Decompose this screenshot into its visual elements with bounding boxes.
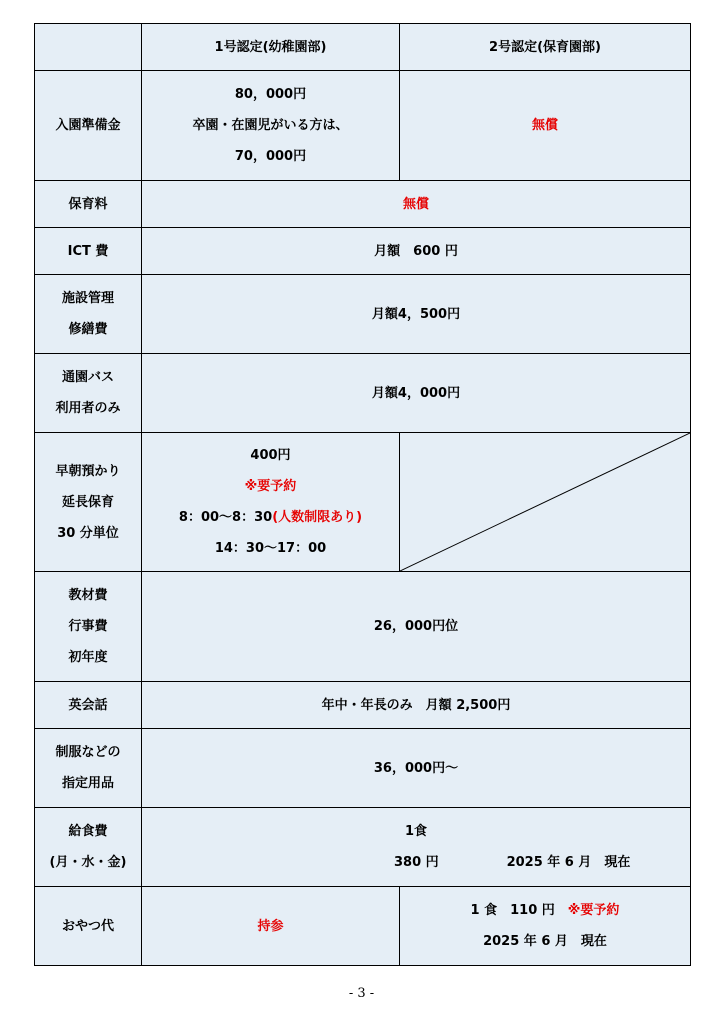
row-extended-care [35, 433, 691, 572]
row-ict-fee [35, 228, 691, 275]
snack-fee-price-line [400, 895, 690, 926]
diagonal-line [400, 433, 690, 571]
extended-care-type1 [142, 433, 400, 572]
header-type1: 1号認定(幼稚園部) [142, 24, 400, 71]
english-fee-value: 年中・年長のみ 月額 2,500円 [142, 682, 691, 729]
snack-fee-price: 1 食 110 円 [470, 903, 555, 918]
label-materials-fee [35, 572, 142, 682]
extended-care-morning [142, 502, 399, 533]
snack-fee-reservation-note: ※要予約 [567, 903, 620, 918]
entrance-fee-type1 [142, 71, 400, 181]
page-number: - 3 - [348, 986, 375, 1001]
row-entrance-fee [35, 71, 691, 181]
label-uniform-fee [35, 729, 142, 808]
label-facility-fee-line1: 施設管理 [61, 291, 114, 306]
label-extended-care-line1: 早朝預かり [55, 463, 121, 479]
lunch-fee-price: 380 円 [394, 855, 439, 870]
row-uniform-fee [35, 729, 691, 808]
label-materials-fee-line2: 行事費 [68, 619, 108, 634]
row-lunch-fee [35, 808, 691, 887]
lunch-fee-unit: 1食 [404, 824, 428, 839]
label-materials-fee-line1: 教材費 [68, 588, 108, 603]
label-entrance-fee: 入園準備金 [35, 71, 142, 181]
label-facility-fee [35, 275, 142, 354]
row-childcare-fee [35, 181, 691, 228]
materials-fee-value: 26，000円位 [142, 572, 691, 682]
row-snack-fee [35, 887, 691, 966]
row-facility-fee [35, 275, 691, 354]
childcare-fee-value: 無償 [142, 181, 691, 228]
row-bus-fee [35, 354, 691, 433]
row-english-fee [35, 682, 691, 729]
entrance-fee-sibling-note: 卒園・在園児がいる方は、 [192, 118, 349, 133]
entrance-fee-type2: 無償 [400, 71, 691, 181]
extended-care-reservation-note: ※要予約 [244, 479, 297, 494]
entrance-fee-sibling-amount: 70，000円 [234, 149, 307, 164]
row-materials-fee [35, 572, 691, 682]
facility-fee-value: 月額4，500円 [142, 275, 691, 354]
extended-care-price: 400円 [250, 448, 291, 463]
lunch-fee-date: 2025 年 6 月 現在 [506, 855, 631, 870]
label-lunch-fee-line2: (月・水・金) [49, 855, 127, 870]
extended-care-capacity-note: (人数制限あり) [272, 510, 363, 525]
label-extended-care-line2: 延長保育 [61, 494, 114, 510]
header-empty-cell [35, 24, 142, 71]
label-lunch-fee [35, 808, 142, 887]
lunch-fee-value [142, 808, 691, 887]
snack-fee-type1: 持参 [142, 887, 400, 966]
label-bus-fee-line1: 通園バス [61, 370, 114, 385]
uniform-fee-value: 36，000円～ [142, 729, 691, 808]
label-extended-care [35, 433, 142, 572]
header-row [35, 24, 691, 71]
label-uniform-fee-line2: 指定用品 [61, 776, 114, 791]
label-facility-fee-line2: 修繕費 [68, 322, 108, 337]
label-uniform-fee-line1: 制服などの [55, 745, 121, 760]
extended-care-morning-time: 8：00～8：30 [178, 510, 273, 525]
label-bus-fee [35, 354, 142, 433]
label-lunch-fee-line1: 給食費 [68, 824, 108, 839]
label-extended-care-line3: 30 分単位 [57, 525, 119, 541]
extended-care-type2-not-applicable [400, 433, 691, 572]
label-ict-fee: ICT 費 [35, 228, 142, 275]
snack-fee-date: 2025 年 6 月 現在 [483, 934, 607, 949]
label-english-fee: 英会話 [35, 682, 142, 729]
label-childcare-fee: 保育料 [35, 181, 142, 228]
label-bus-fee-line2: 利用者のみ [55, 401, 121, 416]
label-materials-fee-line3: 初年度 [68, 650, 108, 665]
fee-table [34, 23, 691, 966]
label-snack-fee: おやつ代 [35, 887, 142, 966]
bus-fee-value: 月額4，000円 [142, 354, 691, 433]
lunch-fee-detail [142, 847, 690, 878]
header-type2: 2号認定(保育園部) [400, 24, 691, 71]
snack-fee-type2 [400, 887, 691, 966]
extended-care-evening-time: 14：30～17：00 [214, 541, 327, 556]
ict-fee-value: 月額 600 円 [142, 228, 691, 275]
entrance-fee-amount: 80，000円 [234, 87, 307, 102]
